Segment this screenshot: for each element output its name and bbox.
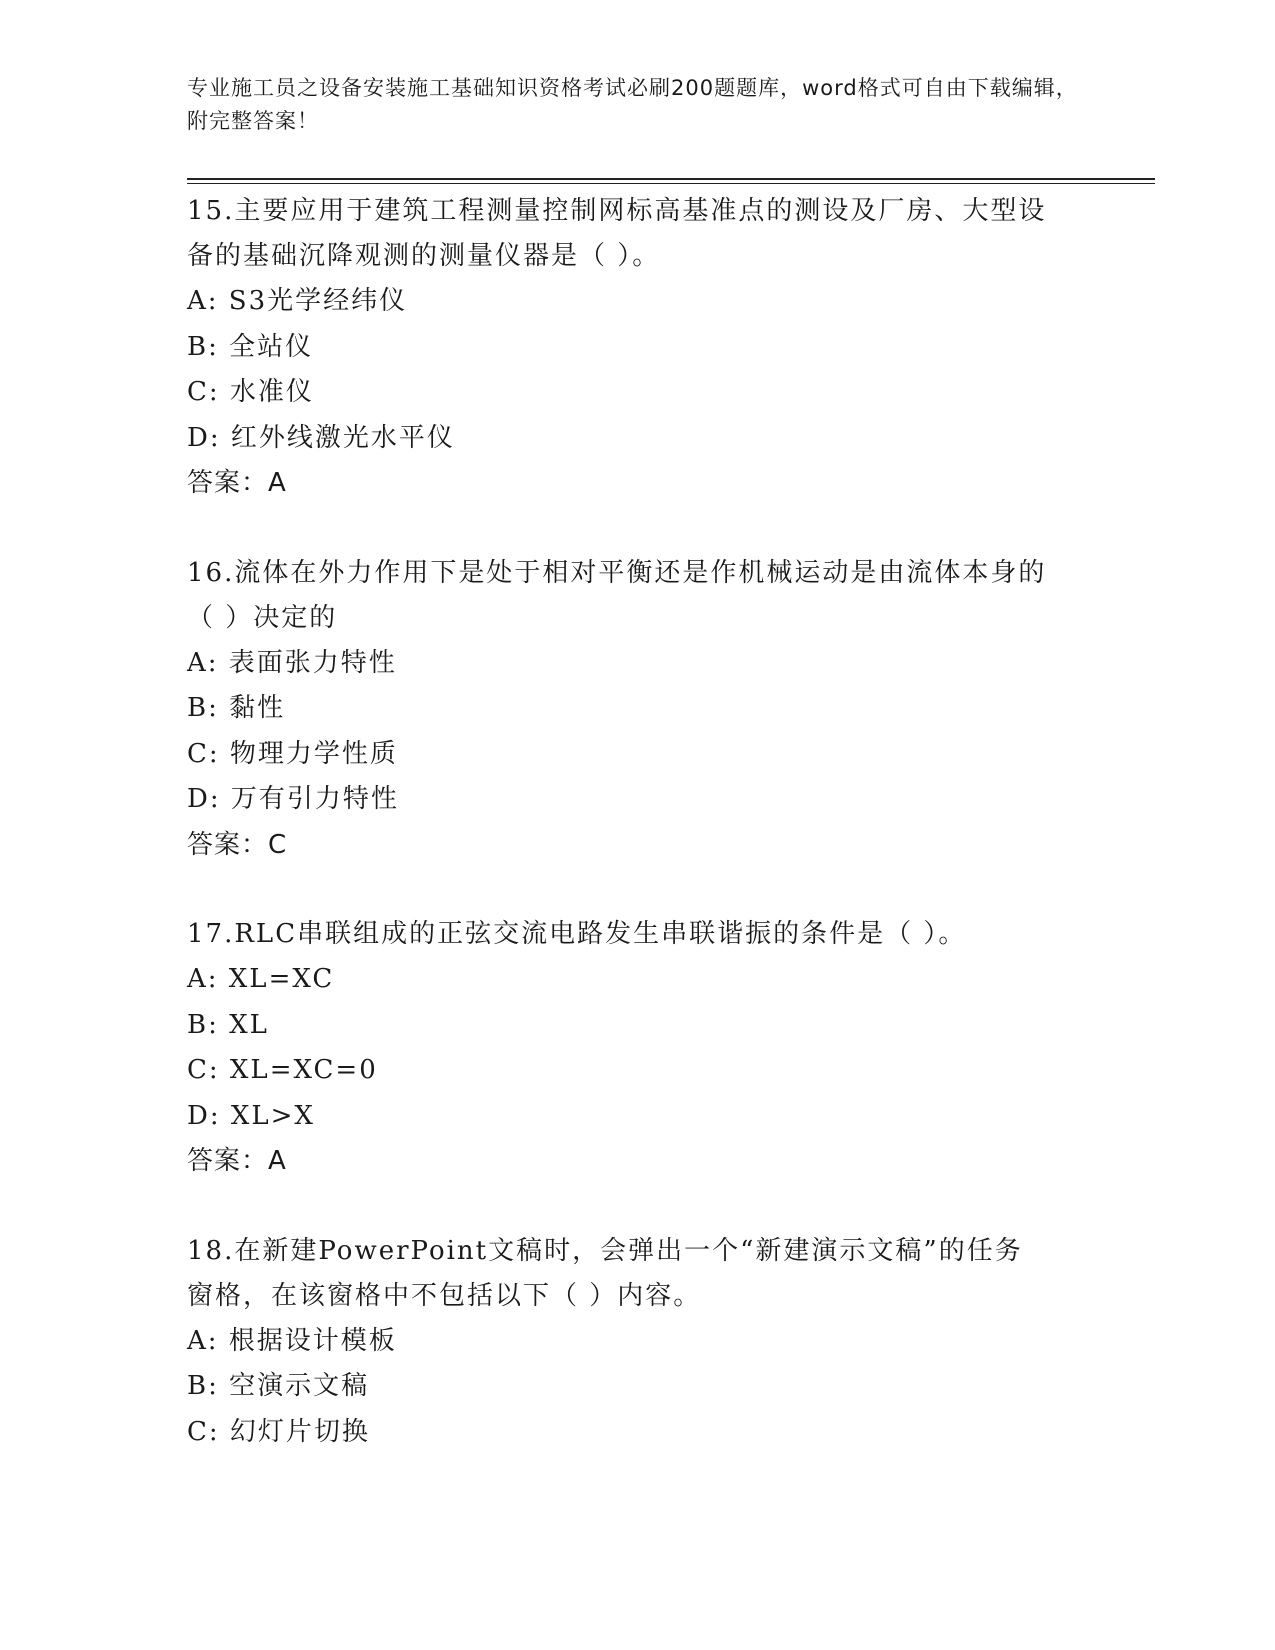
document-header: 专业施工员之设备安装施工基础知识资格考试必刷200题题库，word格式可自由下载编辑，附完整答案！ (187, 76, 1078, 133)
question-stem-line: （ ）决定的 (187, 602, 338, 633)
option-c: C: 幻灯片切换 (187, 1416, 370, 1447)
question-list (187, 189, 1087, 1455)
option-c: C: 物理力学性质 (187, 738, 398, 769)
option-b: B: 全站仪 (187, 331, 314, 362)
header-rule-thick (187, 178, 1155, 180)
answer: 答案：A (187, 1146, 287, 1176)
question-stem-line: 15.主要应用于建筑工程测量控制网标高基准点的测设及厂房、大型设 (187, 196, 1047, 226)
option-a: A: XL=XC (187, 964, 335, 994)
option-c: C: XL=XC=0 (187, 1055, 378, 1085)
header-rule-thin (187, 183, 1155, 184)
answer: 答案：C (187, 829, 288, 860)
answer: 答案：A (187, 468, 287, 498)
question-18 (187, 1229, 1087, 1456)
question-stem-line: 窗格，在该窗格中不包括以下（ ）内容。 (187, 1280, 702, 1311)
question-stem-line: 备的基础沉降观测的测量仪器是（ ）。 (187, 241, 661, 271)
option-b: B: 黏性 (187, 693, 286, 723)
question-15 (187, 189, 1087, 507)
option-a: A: 表面张力特性 (187, 647, 397, 678)
option-a: A: 根据设计模板 (187, 1325, 397, 1356)
question-stem-line: 16.流体在外力作用下是处于相对平衡还是作机械运动是由流体本身的 (187, 557, 1047, 588)
question-stem-line: 18.在新建PowerPoint文稿时，会弹出一个“新建演示文稿”的任务 (187, 1235, 1023, 1266)
option-b: B: XL (187, 1009, 269, 1040)
question-17 (187, 912, 1087, 1185)
question-stem-line: 17.RLC串联组成的正弦交流电路发生串联谐振的条件是（ ）。 (187, 919, 967, 949)
option-d: D: 红外线激光水平仪 (187, 422, 455, 453)
option-a: A: S3光学经纬仪 (187, 286, 408, 316)
option-d: D: XL>X (187, 1100, 315, 1131)
option-d: D: 万有引力特性 (187, 784, 399, 814)
question-16 (187, 551, 1087, 869)
option-b: B: 空演示文稿 (187, 1371, 370, 1401)
option-c: C: 水准仪 (187, 377, 314, 407)
